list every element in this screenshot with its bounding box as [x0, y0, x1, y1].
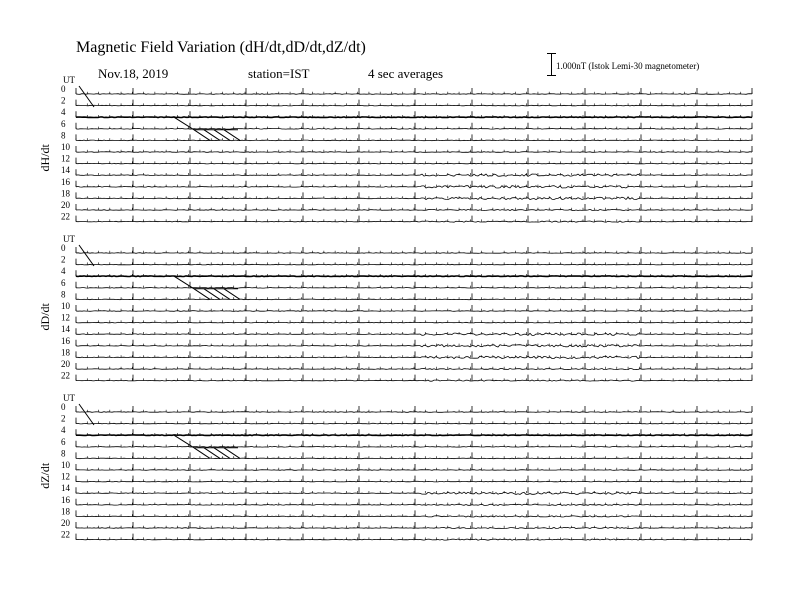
station-label: station=IST	[248, 66, 310, 81]
hour-row-label: 20	[61, 518, 70, 528]
event-hatch-line	[204, 130, 220, 141]
hour-row-label: 16	[61, 176, 70, 187]
hour-row-label: 16	[61, 335, 70, 346]
event-hatch-line	[204, 289, 220, 300]
hour-row-label: 6	[61, 118, 66, 129]
component-axis-label: dD/dt	[38, 303, 52, 331]
date-marker-line	[79, 404, 94, 425]
scale-label: 1.000nT (Istok Lemi-30 magnetometer)	[556, 61, 700, 71]
hour-row-label: 4	[61, 107, 66, 118]
date-marker-line	[79, 86, 94, 107]
chart-title: Magnetic Field Variation (dH/dt,dD/dt,dZ/dt)	[76, 39, 366, 56]
ut-axis-label: UT	[63, 393, 75, 403]
hour-row-label: 12	[61, 312, 70, 323]
hour-row-label: 4	[61, 425, 66, 436]
event-hatch-line	[214, 289, 230, 300]
hour-row-label: 14	[61, 165, 70, 176]
date-label: Nov.18, 2019	[98, 66, 169, 81]
hour-row-label: 0	[61, 243, 66, 253]
component-axis-label: dH/dt	[38, 144, 52, 172]
hour-row-label: 12	[61, 471, 70, 482]
event-hatch-line	[224, 289, 240, 300]
event-marker-line	[174, 276, 194, 289]
hour-row-label: 8	[61, 448, 66, 459]
event-hatch-line	[214, 130, 230, 141]
event-hatch-line	[194, 130, 210, 141]
hour-row-label: 6	[61, 277, 66, 288]
event-hatch-line	[214, 448, 230, 459]
ut-axis-label: UT	[63, 75, 75, 85]
event-hatch-line	[224, 448, 240, 459]
hour-row-label: 8	[61, 289, 66, 300]
hour-row-label: 22	[61, 370, 70, 381]
hour-row-label: 2	[61, 254, 66, 265]
hour-row-label: 20	[61, 359, 70, 369]
hour-row-label: 2	[61, 95, 66, 106]
hour-row-label: 18	[61, 506, 70, 517]
hour-row-label: 14	[61, 483, 70, 494]
event-hatch-line	[224, 130, 240, 141]
hour-row-label: 16	[61, 494, 70, 505]
event-hatch-line	[194, 289, 210, 300]
hour-row-label: 18	[61, 188, 70, 199]
averaging-label: 4 sec averages	[368, 66, 444, 81]
hour-row-label: 4	[61, 266, 66, 277]
ut-axis-label: UT	[63, 234, 75, 244]
hour-row-label: 10	[61, 142, 70, 152]
event-marker-line	[174, 435, 194, 448]
hour-row-label: 14	[61, 324, 70, 335]
hour-row-label: 12	[61, 153, 70, 164]
hour-row-label: 6	[61, 436, 66, 447]
hour-row-label: 18	[61, 347, 70, 358]
hour-row-label: 20	[61, 200, 70, 210]
component-axis-label: dZ/dt	[38, 462, 52, 489]
hour-row-label: 2	[61, 413, 66, 424]
hour-row-label: 0	[61, 402, 66, 412]
date-marker-line	[79, 245, 94, 266]
event-hatch-line	[204, 448, 220, 459]
event-marker-line	[174, 117, 194, 130]
hour-row-label: 22	[61, 211, 70, 222]
event-hatch-line	[194, 448, 210, 459]
hour-row-label: 0	[61, 84, 66, 94]
hour-row-label: 22	[61, 529, 70, 540]
hour-row-label: 10	[61, 460, 70, 470]
hour-row-label: 8	[61, 130, 66, 141]
hour-row-label: 10	[61, 301, 70, 311]
